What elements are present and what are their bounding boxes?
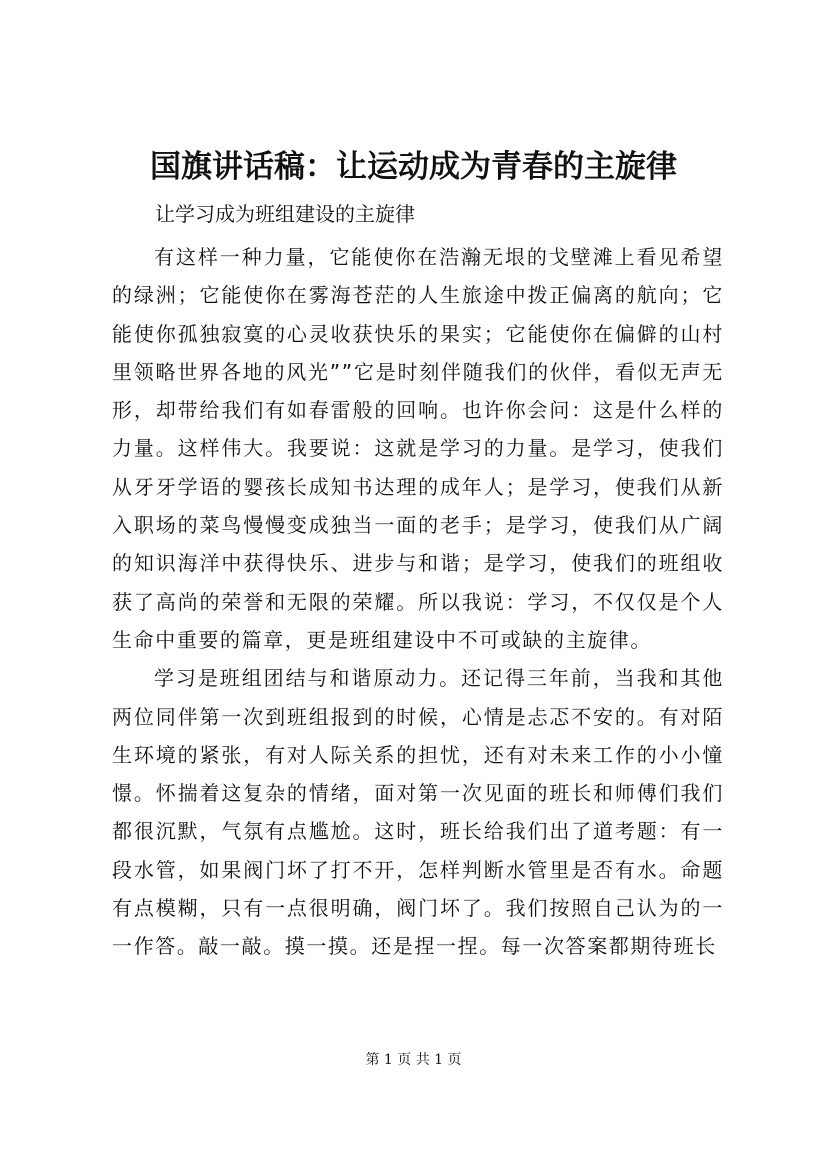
document-body <box>112 238 724 966</box>
body-paragraph: 有这样一种力量，它能使你在浩瀚无垠的戈壁滩上看见希望的绿洲；它能使你在雾海苍茫的人生旅途中拨正偏离的航向；它能使你孤独寂寞的心灵收获快乐的果实；它能使你在偏僻的山村里领略世界各地的风光””它是时刻伴随我们的伙伴，看似无声无形，却带给我们有如春雷般的回响。也许你会问：这是什么样的力量。这样伟大。我要说：这就是学习的力量。是学习，使我们从牙牙学语的婴孩长成知书达理的成年人；是学习，使我们从新入职场的菜鸟慢慢变成独当一面的老手；是学习，使我们从广阔的知识海洋中获得快乐、进步与和谐；是学习，使我们的班组收获了高尚的荣誉和无限的荣耀。所以我说：学习，不仅仅是个人生命中重要的篇章，更是班组建设中不可或缺的主旋律。 <box>112 245 724 652</box>
document-subtitle: 让学习成为班组建设的主旋律 <box>155 202 415 226</box>
page-footer: 第 1 页 共 1 页 <box>365 1052 462 1068</box>
body-paragraph: 学习是班组团结与和谐原动力。还记得三年前，当我和其他两位同伴第一次到班组报到的时候，心情是忐忑不安的。有对陌生环境的紧张，有对人际关系的担忧，还有对未来工作的小小憧憬。怀揣着这复杂的情绪，面对第一次见面的班长和师傅们我们都很沉默，气氛有点尴尬。这时，班长给我们出了道考题：有一段水管，如果阀门坏了打不开，怎样判断水管里是否有水。命题有点模糊，只有一点很明确，阀门坏了。我们按照自己认为的一一作答。敲一敲。摸一摸。还是捏一捏。每一次答案都期待班长 <box>112 666 724 959</box>
document-title: 国旗讲话稿：让运动成为青春的主旋律 <box>150 149 677 185</box>
